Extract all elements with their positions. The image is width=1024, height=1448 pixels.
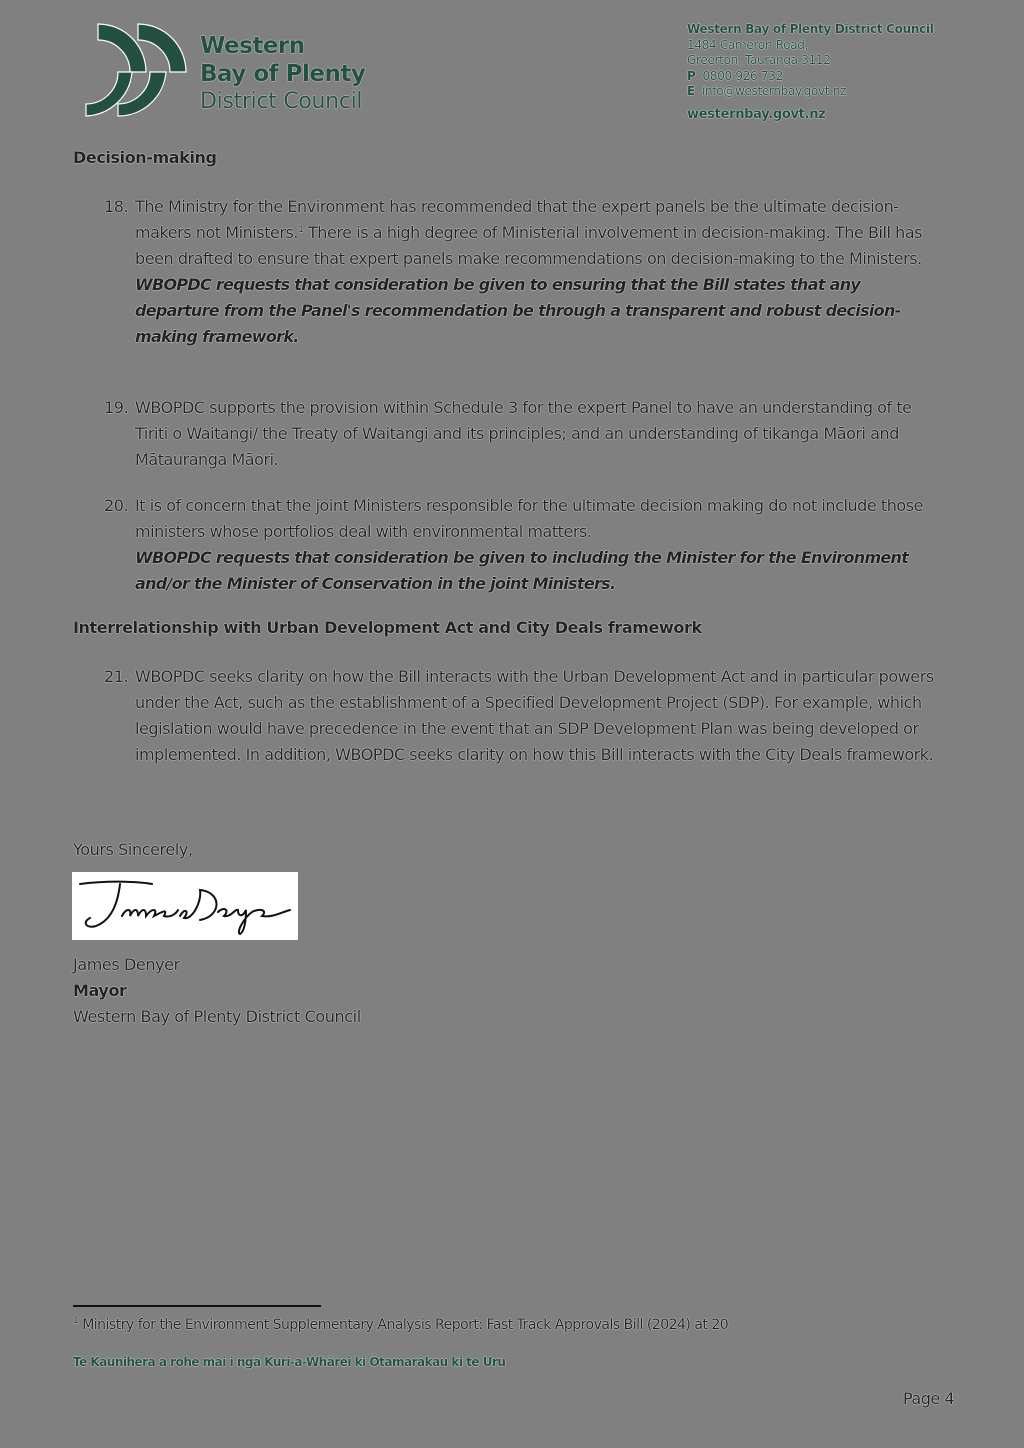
list-item-18 — [104, 194, 934, 350]
email-label: E — [687, 84, 695, 98]
footnote-divider — [73, 1305, 321, 1307]
signature-image — [72, 872, 298, 940]
footnote-text: Ministry for the Environment Supplementary Analysis Report: Fast Track Approvals Bill (2024) at 20 — [82, 1317, 729, 1333]
list-item-19 — [104, 395, 934, 473]
signature-icon — [72, 872, 298, 940]
phone-label: P — [687, 68, 696, 83]
contact-street: 1484 Cameron Road, — [687, 37, 809, 52]
footer-tagline: Te Kaunihera a rohe mai i ngā Kuri-a-Whārei ki Ōtamarākau ki te Uru — [73, 1355, 506, 1369]
list-item-20 — [104, 493, 934, 597]
section-heading-decision-making: Decision-making — [73, 148, 217, 167]
footnote-marker: 1 — [73, 1316, 79, 1326]
signatory-organisation: Western Bay of Plenty District Council — [73, 1007, 361, 1026]
contact-email-row — [687, 84, 934, 100]
item-text: WBOPDC supports the provision within Schedule 3 for the expert Panel to have an understanding of te Tiriti o Waitangi/ the Treaty of Waitangi and its principles; and an understanding of tikanga Māori and Mātauranga Māori. — [135, 398, 912, 469]
council-logo-icon — [72, 22, 192, 118]
item-text: WBOPDC seeks clarity on how the Bill interacts with the Urban Development Act and in particular powers under the Act, such as the establishment of a Specified Development Project (SDP). For example, which legislation would have precedence in the event that an SDP Development Plan was being developed or implemented. In addition, WBOPDC seeks clarity on how this Bill interacts with the City Deals framework. — [135, 667, 934, 764]
item-request: WBOPDC requests that consideration be given to ensuring that the Bill states that any departure from the Panel's recommendation be through a transparent and robust decision-making framework. — [135, 275, 901, 346]
item-text: The Ministry for the Environment has recommended that the expert panels be the ultimate decision-makers not Ministers. — [135, 197, 899, 242]
footnote — [73, 1317, 728, 1333]
item-number: 20. — [104, 496, 129, 515]
item-text-cont: There is a high degree of Ministerial involvement in decision-making. The Bill has been drafted to ensure that expert panels make recommendations on decision-making to the Ministers. — [135, 223, 923, 268]
contact-phone: 0800 926 732 — [702, 68, 783, 83]
footnote-ref[interactable]: 1 — [298, 225, 304, 235]
salutation: Yours Sincerely, — [73, 840, 193, 859]
item-number: 18. — [104, 197, 129, 216]
contact-city: Greerton, Tauranga 3112 — [687, 53, 831, 67]
signatory-name: James Denyer — [73, 955, 180, 974]
contact-org: Western Bay of Plenty District Council — [687, 22, 934, 36]
item-number: 21. — [104, 667, 129, 686]
logo-wordmark — [200, 32, 365, 116]
item-number: 19. — [104, 398, 129, 417]
list-item-21 — [104, 664, 934, 768]
signatory-title: Mayor — [73, 981, 127, 1000]
logo-line-2: Bay of Plenty — [200, 61, 366, 87]
contact-email[interactable]: info@westernbay.govt.nz — [701, 84, 847, 98]
logo-line-1: Western — [200, 33, 305, 59]
contact-block — [687, 22, 934, 122]
contact-phone-row — [687, 69, 934, 85]
logo-line-3: District Council — [200, 89, 363, 114]
item-text: It is of concern that the joint Ministers responsible for the ultimate decision making do not include those ministers whose portfolios deal with environmental matters. — [135, 496, 923, 541]
council-logo — [72, 22, 392, 118]
page-number: Page 4 — [903, 1389, 954, 1408]
signatory-block — [73, 952, 361, 1030]
item-request: WBOPDC requests that consideration be given to including the Minister for the Environment and/or the Minister of Conservation in the joint Ministers. — [135, 548, 909, 593]
section-heading-urban-development: Interrelationship with Urban Development Act and City Deals framework — [73, 618, 702, 637]
contact-website[interactable]: westernbay.govt.nz — [687, 106, 826, 122]
